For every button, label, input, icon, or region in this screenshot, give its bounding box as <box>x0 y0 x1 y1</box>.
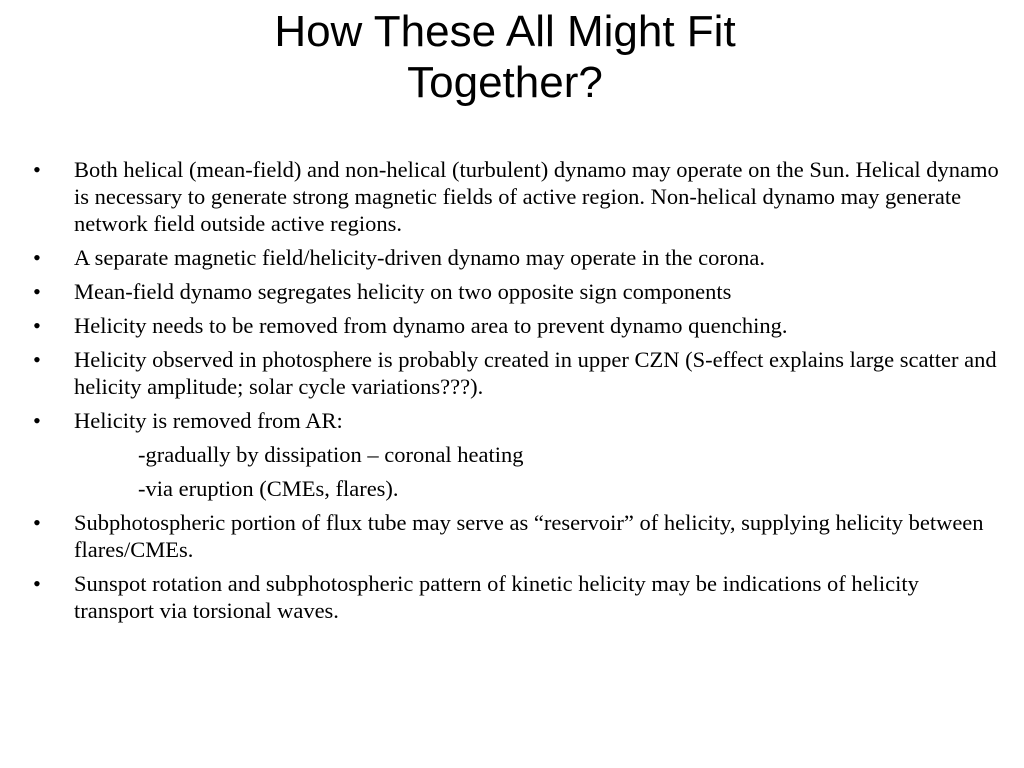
bullet-text: Helicity observed in photosphere is probably created in upper CZN (S-effect explains large scatter and helicity amplitude; solar cycle variations???). <box>74 347 997 399</box>
bullet-text: Helicity is removed from AR: <box>74 408 343 433</box>
bullet-icon: • <box>33 408 41 433</box>
bullet-icon: • <box>33 347 41 372</box>
sub-item-text: -gradually by dissipation – coronal heating <box>138 442 524 467</box>
bullet-text: A separate magnetic field/helicity-driven dynamo may operate in the corona. <box>74 245 765 270</box>
bullet-icon: • <box>33 571 41 596</box>
bullet-text: Mean-field dynamo segregates helicity on two opposite sign components <box>74 279 732 304</box>
bullet-icon: • <box>33 279 41 304</box>
sub-item <box>28 475 1003 502</box>
bullet-icon: • <box>33 245 41 270</box>
bullet-icon: • <box>33 157 41 182</box>
bullet-text: Both helical (mean-field) and non-helical (turbulent) dynamo may operate on the Sun. Helical dynamo is necessary to generate strong magnetic fields of active region. Non-helical dynamo may generate network field outside active regions. <box>74 157 999 236</box>
bullet-item <box>28 156 1003 237</box>
bullet-item <box>28 278 1003 305</box>
bullet-text: Helicity needs to be removed from dynamo area to prevent dynamo quenching. <box>74 313 788 338</box>
bullet-list <box>28 156 1003 631</box>
bullet-icon: • <box>33 510 41 535</box>
slide-title <box>0 6 1010 108</box>
bullet-text: Subphotospheric portion of flux tube may serve as “reservoir” of helicity, supplying helicity between flares/CMEs. <box>74 510 984 562</box>
bullet-item <box>28 570 1003 624</box>
sub-item-text: -via eruption (CMEs, flares). <box>138 476 399 501</box>
bullet-item <box>28 407 1003 434</box>
bullet-text: Sunspot rotation and subphotospheric pattern of kinetic helicity may be indications of helicity transport via torsional waves. <box>74 571 919 623</box>
bullet-item <box>28 244 1003 271</box>
bullet-item <box>28 509 1003 563</box>
slide-title-line-2: Together? <box>407 58 603 107</box>
bullet-item <box>28 346 1003 400</box>
slide-title-line-1: How These All Might Fit <box>274 7 736 56</box>
sub-item <box>28 441 1003 468</box>
bullet-icon: • <box>33 313 41 338</box>
bullet-item <box>28 312 1003 339</box>
